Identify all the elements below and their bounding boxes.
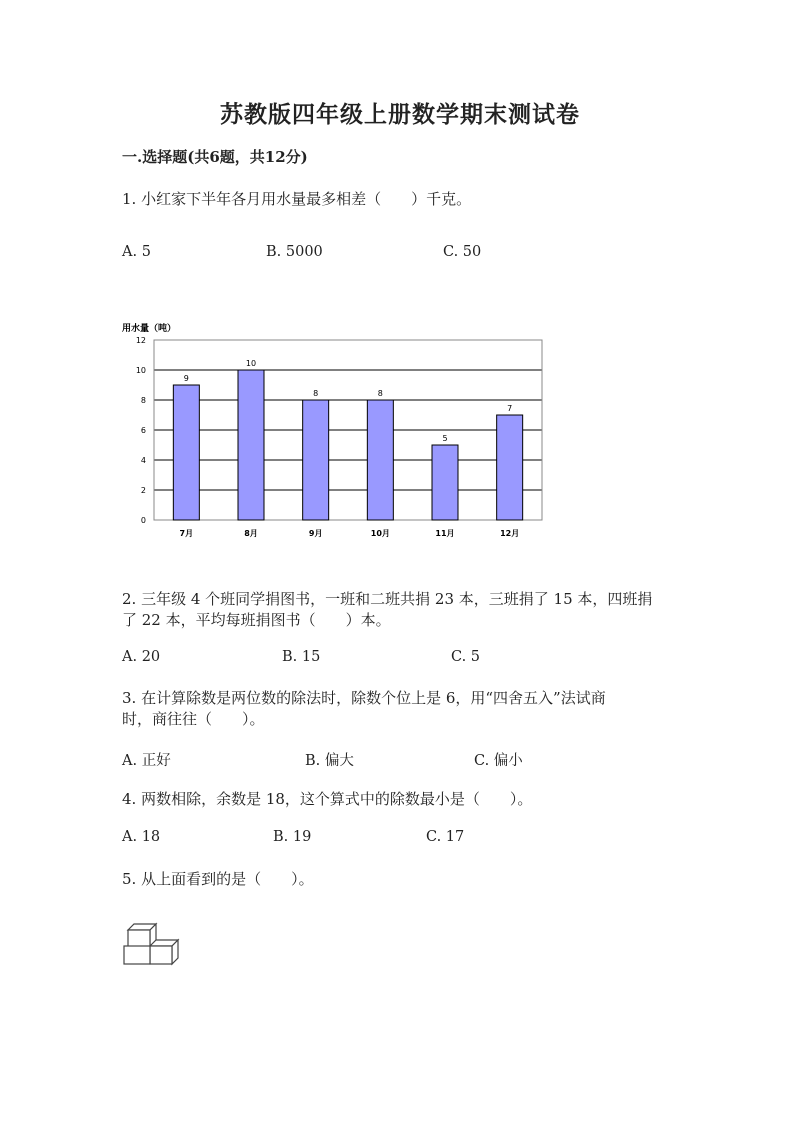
question-3-option-c[interactable]: C. 偏小 xyxy=(474,753,523,769)
question-2-line-2: 了 22 本，平均每班捐图书（ ）本。 xyxy=(122,611,391,629)
data-label: 5 xyxy=(442,434,448,443)
question-3-line-2: 时，商往往（ ）。 xyxy=(122,710,265,728)
question-5-text: 5. 从上面看到的是（ ）。 xyxy=(122,870,314,888)
question-2-option-a[interactable]: A. 20 xyxy=(122,649,161,665)
question-4-option-b[interactable]: B. 19 xyxy=(273,829,312,845)
section-heading: 一.选择题(共6题，共12分) xyxy=(122,148,308,166)
bar xyxy=(303,400,329,520)
data-label: 8 xyxy=(377,389,383,398)
question-4-option-c[interactable]: C. 17 xyxy=(426,829,465,845)
y-tick-label: 2 xyxy=(140,486,146,495)
question-2-line-1: 2. 三年级 4 个班同学捐图书，一班和二班共捐 23 本，三班捐了 15 本，四班捐 xyxy=(122,590,653,608)
chart-title: 用水量（吨） xyxy=(122,324,177,334)
page-title: 苏教版四年级上册数学期末测试卷 xyxy=(220,101,580,128)
x-tick-label: 12月 xyxy=(500,529,520,538)
question-1-option-a[interactable]: A. 5 xyxy=(122,244,151,260)
x-tick-label: 9月 xyxy=(308,529,323,538)
y-tick-label: 0 xyxy=(140,516,146,525)
question-3-option-a[interactable]: A. 正好 xyxy=(122,753,171,769)
y-tick-label: 8 xyxy=(140,396,146,405)
data-label: 8 xyxy=(313,389,319,398)
question-4-text: 4. 两数相除，余数是 18，这个算式中的除数最小是（ ）。 xyxy=(122,790,533,808)
stacked-cubes-figure xyxy=(120,920,182,970)
bar xyxy=(238,370,264,520)
y-tick-label: 6 xyxy=(140,426,146,435)
question-1-option-b[interactable]: B. 5000 xyxy=(266,244,323,260)
bar xyxy=(367,400,393,520)
question-4-option-a[interactable]: A. 18 xyxy=(122,829,161,845)
x-tick-label: 10月 xyxy=(370,529,390,538)
data-label: 10 xyxy=(245,359,257,368)
bar xyxy=(173,385,199,520)
water-usage-bar-chart xyxy=(118,318,558,550)
question-2-option-c[interactable]: C. 5 xyxy=(451,649,481,665)
bar xyxy=(497,415,523,520)
x-tick-label: 11月 xyxy=(435,529,455,538)
x-tick-label: 7月 xyxy=(179,529,194,538)
y-tick-label: 4 xyxy=(140,456,146,465)
question-1-text: 1. 小红家下半年各月用水量最多相差（ ）千克。 xyxy=(122,190,472,208)
y-tick-label: 12 xyxy=(135,336,146,345)
bar xyxy=(432,445,458,520)
data-label: 7 xyxy=(507,404,513,413)
question-1-option-c[interactable]: C. 50 xyxy=(443,244,482,260)
y-tick-label: 10 xyxy=(135,366,146,375)
data-label: 9 xyxy=(183,374,189,383)
question-3-option-b[interactable]: B. 偏大 xyxy=(305,753,354,769)
x-tick-label: 8月 xyxy=(244,529,258,538)
question-3-line-1: 3. 在计算除数是两位数的除法时，除数个位上是 6，用“四舍五入”法试商 xyxy=(122,689,606,707)
question-2-option-b[interactable]: B. 15 xyxy=(282,649,321,665)
